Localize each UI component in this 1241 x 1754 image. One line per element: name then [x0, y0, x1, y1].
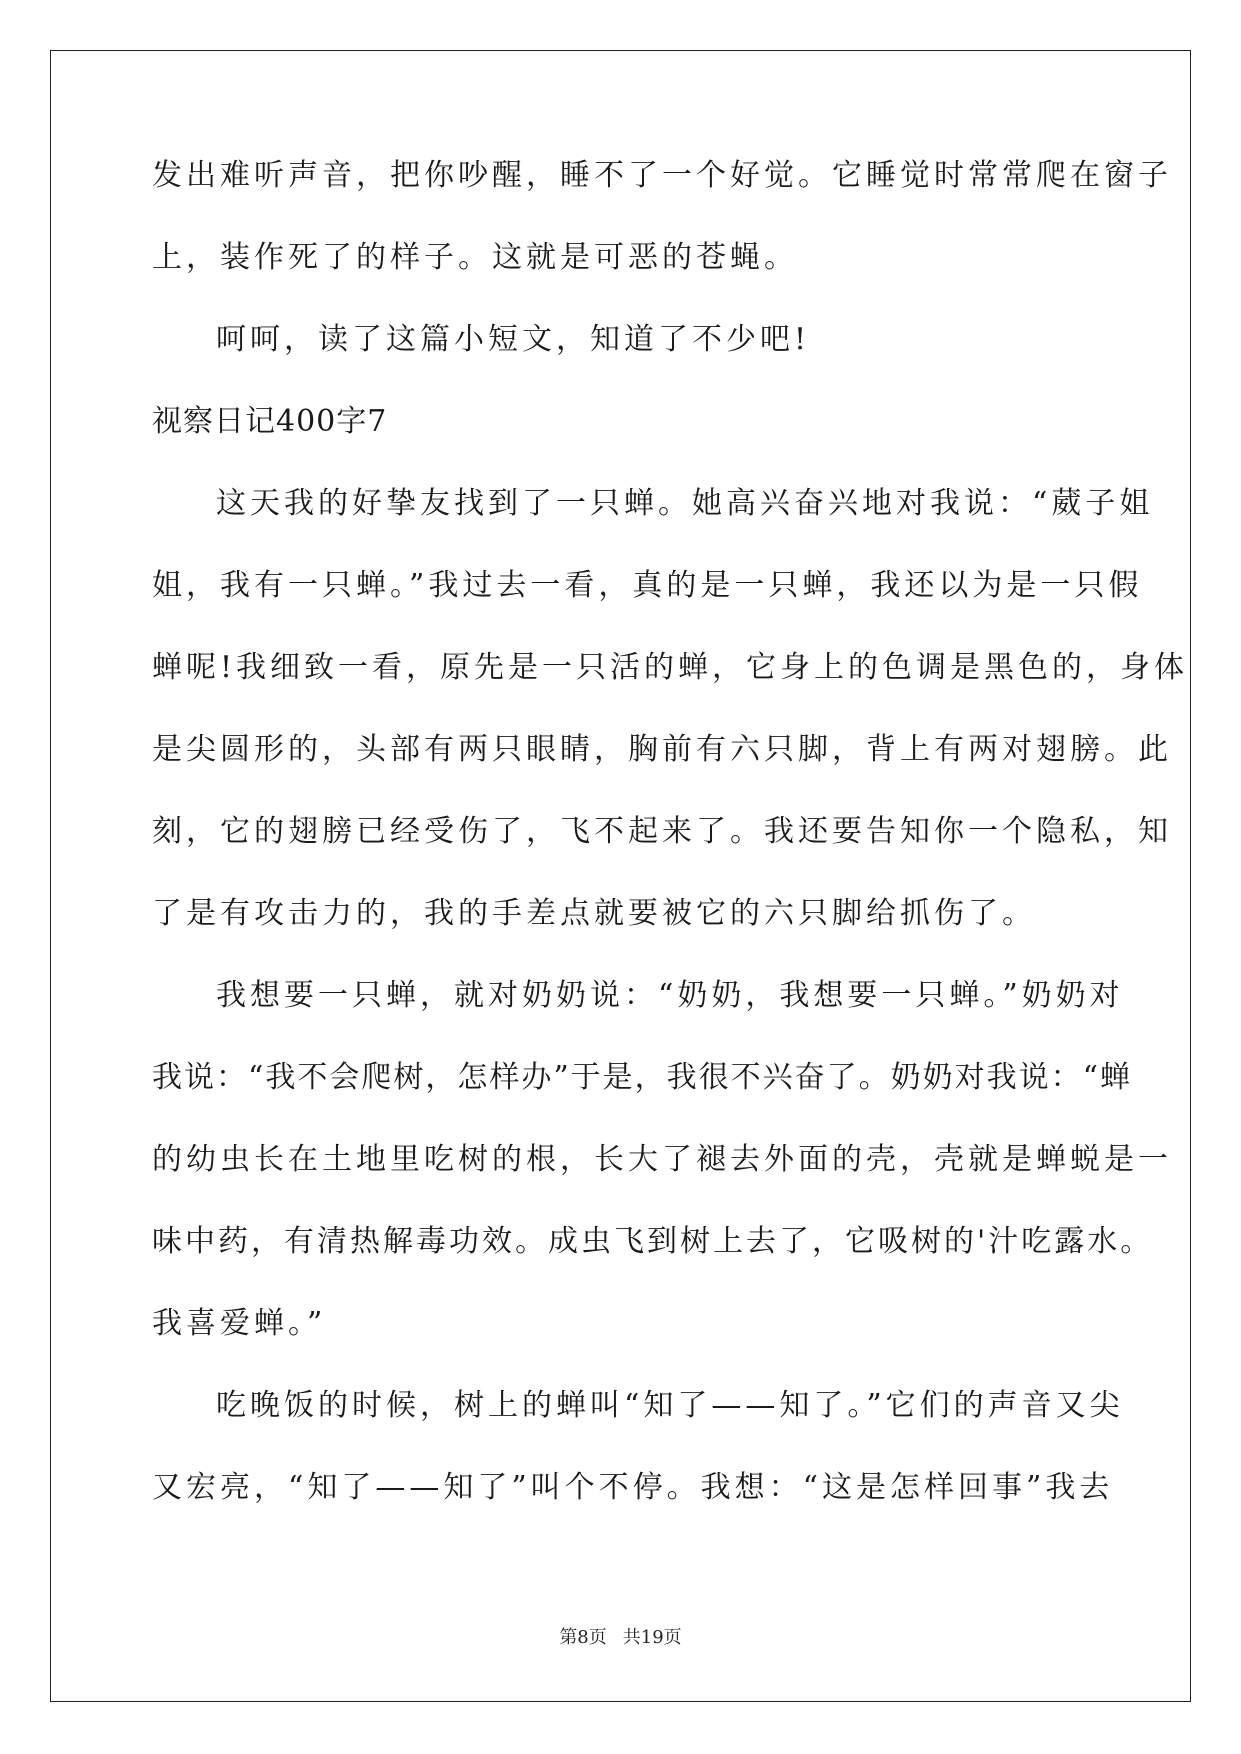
text-line: 我说：“我不会爬树，怎样办”于是，我很不兴奋了。奶奶对我说：“蝉 — [152, 1060, 1133, 1095]
text-line: 的幼虫长在土地里吃树的根，长大了褪去外面的壳，壳就是蝉蜕是一 — [152, 1142, 1172, 1177]
text-line: 这天我的好挚友找到了一只蝉。她高兴奋兴地对我说：“葳子姐 — [216, 486, 1154, 521]
text-line: 刻，它的翅膀已经受伤了，飞不起来了。我还要告知你一个隐私，知 — [152, 814, 1172, 849]
section-heading: 视察日记400字7 — [152, 404, 388, 439]
text-line: 我喜爱蝉。” — [152, 1306, 327, 1341]
text-line: 是尖圆形的，头部有两只眼睛，胸前有六只脚，背上有两对翅膀。此 — [152, 732, 1172, 767]
text-line: 呵呵，读了这篇小短文，知道了不少吧! — [216, 322, 811, 357]
page-footer — [0, 1626, 1241, 1650]
text-line: 姐，我有一只蝉。”我过去一看，真的是一只蝉，我还以为是一只假 — [152, 568, 1143, 603]
page-number: 第8页 — [559, 1627, 607, 1648]
text-line: 我想要一只蝉，就对奶奶说：“奶奶，我想要一只蝉。”奶奶对 — [216, 978, 1124, 1013]
text-line: 发出难听声音，把你吵醒，睡不了一个好觉。它睡觉时常常爬在窗子 — [152, 158, 1172, 193]
page-total: 共19页 — [622, 1627, 682, 1648]
text-line: 蝉呢!我细致一看，原先是一只活的蝉，它身上的色调是黑色的，身体 — [152, 650, 1189, 685]
text-line: 又宏亮，“知了——知了”叫个不停。我想：“这是怎样回事”我去 — [152, 1470, 1114, 1505]
document-body — [152, 155, 1189, 1509]
text-line: 味中药，有清热解毒功效。成虫飞到树上去了，它吸树的'汁吃露水。 — [152, 1224, 1154, 1259]
text-line: 吃晚饭的时候，树上的蝉叫“知了——知了。”它们的声音又尖 — [216, 1388, 1124, 1423]
text-line: 了是有攻击力的，我的手差点就要被它的六只脚给抓伤了。 — [152, 896, 1036, 931]
text-line: 上，装作死了的样子。这就是可恶的苍蝇。 — [152, 240, 798, 275]
